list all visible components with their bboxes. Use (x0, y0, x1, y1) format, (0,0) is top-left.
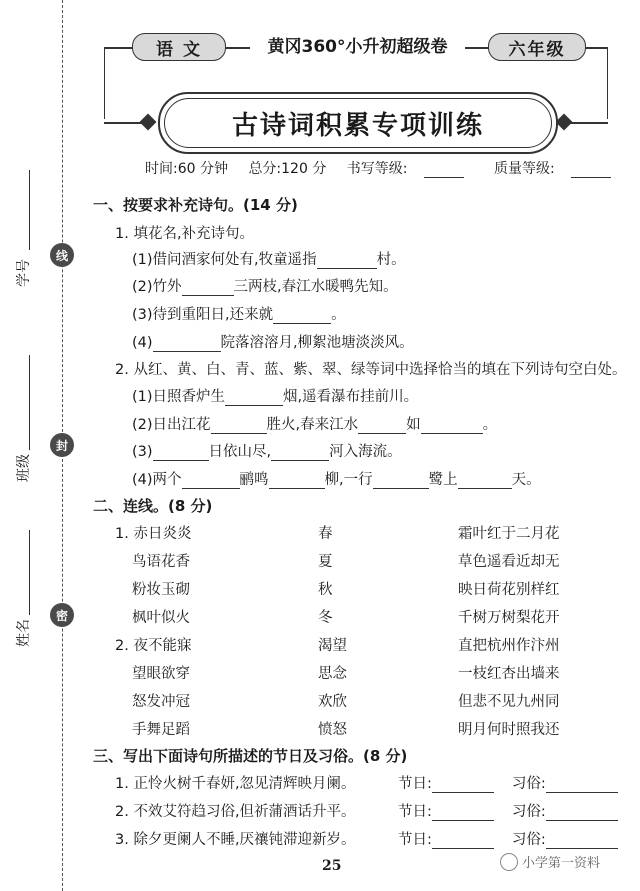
match2-left-4[interactable]: 手舞足蹈 (132, 722, 190, 738)
wechat-icon (500, 853, 518, 871)
diamond-left (140, 114, 157, 131)
q2-item-1: (1)日照香炉生 烟,遥看瀑布挂前川。 (132, 389, 419, 405)
s3-poem-1: 1. 正怜火树千春妍,忽见清辉映月阑。 (115, 776, 356, 792)
match1-right-3[interactable]: 映日荷花别样红 (458, 582, 560, 598)
frame-right (607, 47, 608, 119)
section1-heading: 一、按要求补充诗句。(14 分) (93, 196, 298, 214)
student-id-rule (29, 170, 30, 250)
match2-left-3[interactable]: 怒发冲冠 (132, 694, 190, 710)
exam-meta (145, 158, 627, 178)
class-label: 班级 (16, 454, 32, 482)
answer-blank[interactable] (458, 488, 512, 489)
answer-blank[interactable] (317, 268, 377, 269)
match1-right-4[interactable]: 千树万树梨花开 (458, 610, 560, 626)
q1-item-3: (3)待到重阳日,还来就 。 (132, 307, 346, 323)
match2-left-1[interactable]: 2. 夜不能寐 (115, 638, 192, 654)
answer-blank[interactable] (153, 460, 209, 461)
answer-blank[interactable] (269, 488, 325, 489)
s3-answer-row-1: 节日: 习俗: (398, 772, 618, 793)
match1-mid-1[interactable]: 春 (318, 526, 333, 542)
match1-left-1[interactable]: 1. 赤日炎炎 (115, 526, 192, 542)
match2-right-1[interactable]: 直把杭州作汴州 (458, 638, 560, 654)
answer-blank[interactable] (271, 460, 329, 461)
name-rule (29, 530, 30, 615)
series-title: 黄冈360°小升初超级卷 (250, 33, 465, 61)
writing-grade-label: 书写等级: (346, 161, 408, 177)
match1-mid-3[interactable]: 秋 (318, 582, 333, 598)
q2-title: 2. 从红、黄、白、青、蓝、紫、翠、绿等词中选择恰当的填在下列诗句空白处。 (115, 362, 627, 378)
match1-left-2[interactable]: 鸟语花香 (132, 554, 190, 570)
match2-left-2[interactable]: 望眼欲穿 (132, 666, 190, 682)
score-info: 总分:120 分 (248, 161, 327, 177)
title-banner (130, 92, 582, 154)
match1-right-2[interactable]: 草色遥看近却无 (458, 554, 560, 570)
custom-blank[interactable] (546, 820, 618, 821)
match2-mid-4[interactable]: 愤怒 (318, 722, 347, 738)
festival-blank[interactable] (432, 792, 494, 793)
quality-grade-label: 质量等级: (493, 161, 555, 177)
q1-title: 1. 填花名,补充诗句。 (115, 226, 255, 242)
title-frame (158, 92, 558, 154)
match1-mid-2[interactable]: 夏 (318, 554, 333, 570)
answer-blank[interactable] (225, 405, 283, 406)
match2-mid-1[interactable]: 渴望 (318, 638, 347, 654)
match2-right-3[interactable]: 但悲不见九州同 (458, 694, 560, 710)
match1-left-3[interactable]: 粉妆玉砌 (132, 582, 190, 598)
grade-pill: 六年级 (488, 33, 586, 61)
answer-blank[interactable] (182, 295, 234, 296)
match1-mid-4[interactable]: 冬 (318, 610, 333, 626)
s3-answer-row-2: 节日: 习俗: (398, 800, 618, 821)
page-title: 古诗词积累专项训练 (231, 110, 484, 141)
seal-mi: 密 (50, 603, 74, 627)
q1-item-1: (1)借问酒家何处有,牧童遥指 村。 (132, 252, 406, 268)
custom-blank[interactable] (546, 792, 618, 793)
q2-item-3: (3) 日依山尽, 河入海流。 (132, 444, 402, 460)
festival-blank[interactable] (432, 820, 494, 821)
answer-blank[interactable] (373, 488, 429, 489)
answer-blank[interactable] (273, 323, 331, 324)
page-number: 25 (322, 858, 342, 874)
match2-right-2[interactable]: 一枝红杏出墙来 (458, 666, 560, 682)
match2-right-4[interactable]: 明月何时照我还 (458, 722, 560, 738)
class-rule (29, 355, 30, 450)
section2-heading: 二、连线。(8 分) (93, 497, 213, 515)
s3-poem-3: 3. 除夕更阑人不睡,厌禳钝滞迎新岁。 (115, 832, 356, 848)
quality-grade-blank[interactable] (571, 177, 611, 178)
answer-blank[interactable] (358, 433, 406, 434)
q2-item-4: (4)两个 鹂鸣 柳,一行 鹭上 天。 (132, 472, 541, 488)
watermark-text: 小学第一资料 (522, 856, 601, 871)
student-id-label: 学号 (16, 259, 32, 287)
q2-item-2: (2)日出江花 胜火,春来江水 如 。 (132, 417, 498, 433)
match2-mid-2[interactable]: 思念 (318, 666, 347, 682)
diamond-right (556, 114, 573, 131)
seal-xian: 线 (50, 243, 74, 267)
time-info: 时间:60 分钟 (145, 161, 228, 177)
subject-pill: 语 文 (132, 33, 226, 61)
q1-item-4: (4) 院落溶溶月,柳絮池塘淡淡风。 (132, 335, 414, 351)
match1-right-1[interactable]: 霜叶红于二月花 (458, 526, 560, 542)
writing-grade-blank[interactable] (424, 177, 464, 178)
festival-blank[interactable] (432, 848, 494, 849)
name-label: 姓名 (16, 619, 32, 647)
match1-left-4[interactable]: 枫叶似火 (132, 610, 190, 626)
section3-heading: 三、写出下面诗句所描述的节日及习俗。(8 分) (93, 747, 408, 765)
frame-left (104, 47, 105, 119)
answer-blank[interactable] (153, 351, 221, 352)
custom-blank[interactable] (546, 848, 618, 849)
answer-blank[interactable] (211, 433, 267, 434)
s3-answer-row-3: 节日: 习俗: (398, 828, 618, 849)
answer-blank[interactable] (421, 433, 483, 434)
seal-feng: 封 (50, 433, 74, 457)
watermark (500, 852, 600, 871)
s3-poem-2: 2. 不效艾符趋习俗,但祈蒲酒话升平。 (115, 804, 356, 820)
q1-item-2: (2)竹外 三两枝,春江水暖鸭先知。 (132, 279, 398, 295)
match2-mid-3[interactable]: 欢欣 (318, 694, 347, 710)
answer-blank[interactable] (182, 488, 240, 489)
